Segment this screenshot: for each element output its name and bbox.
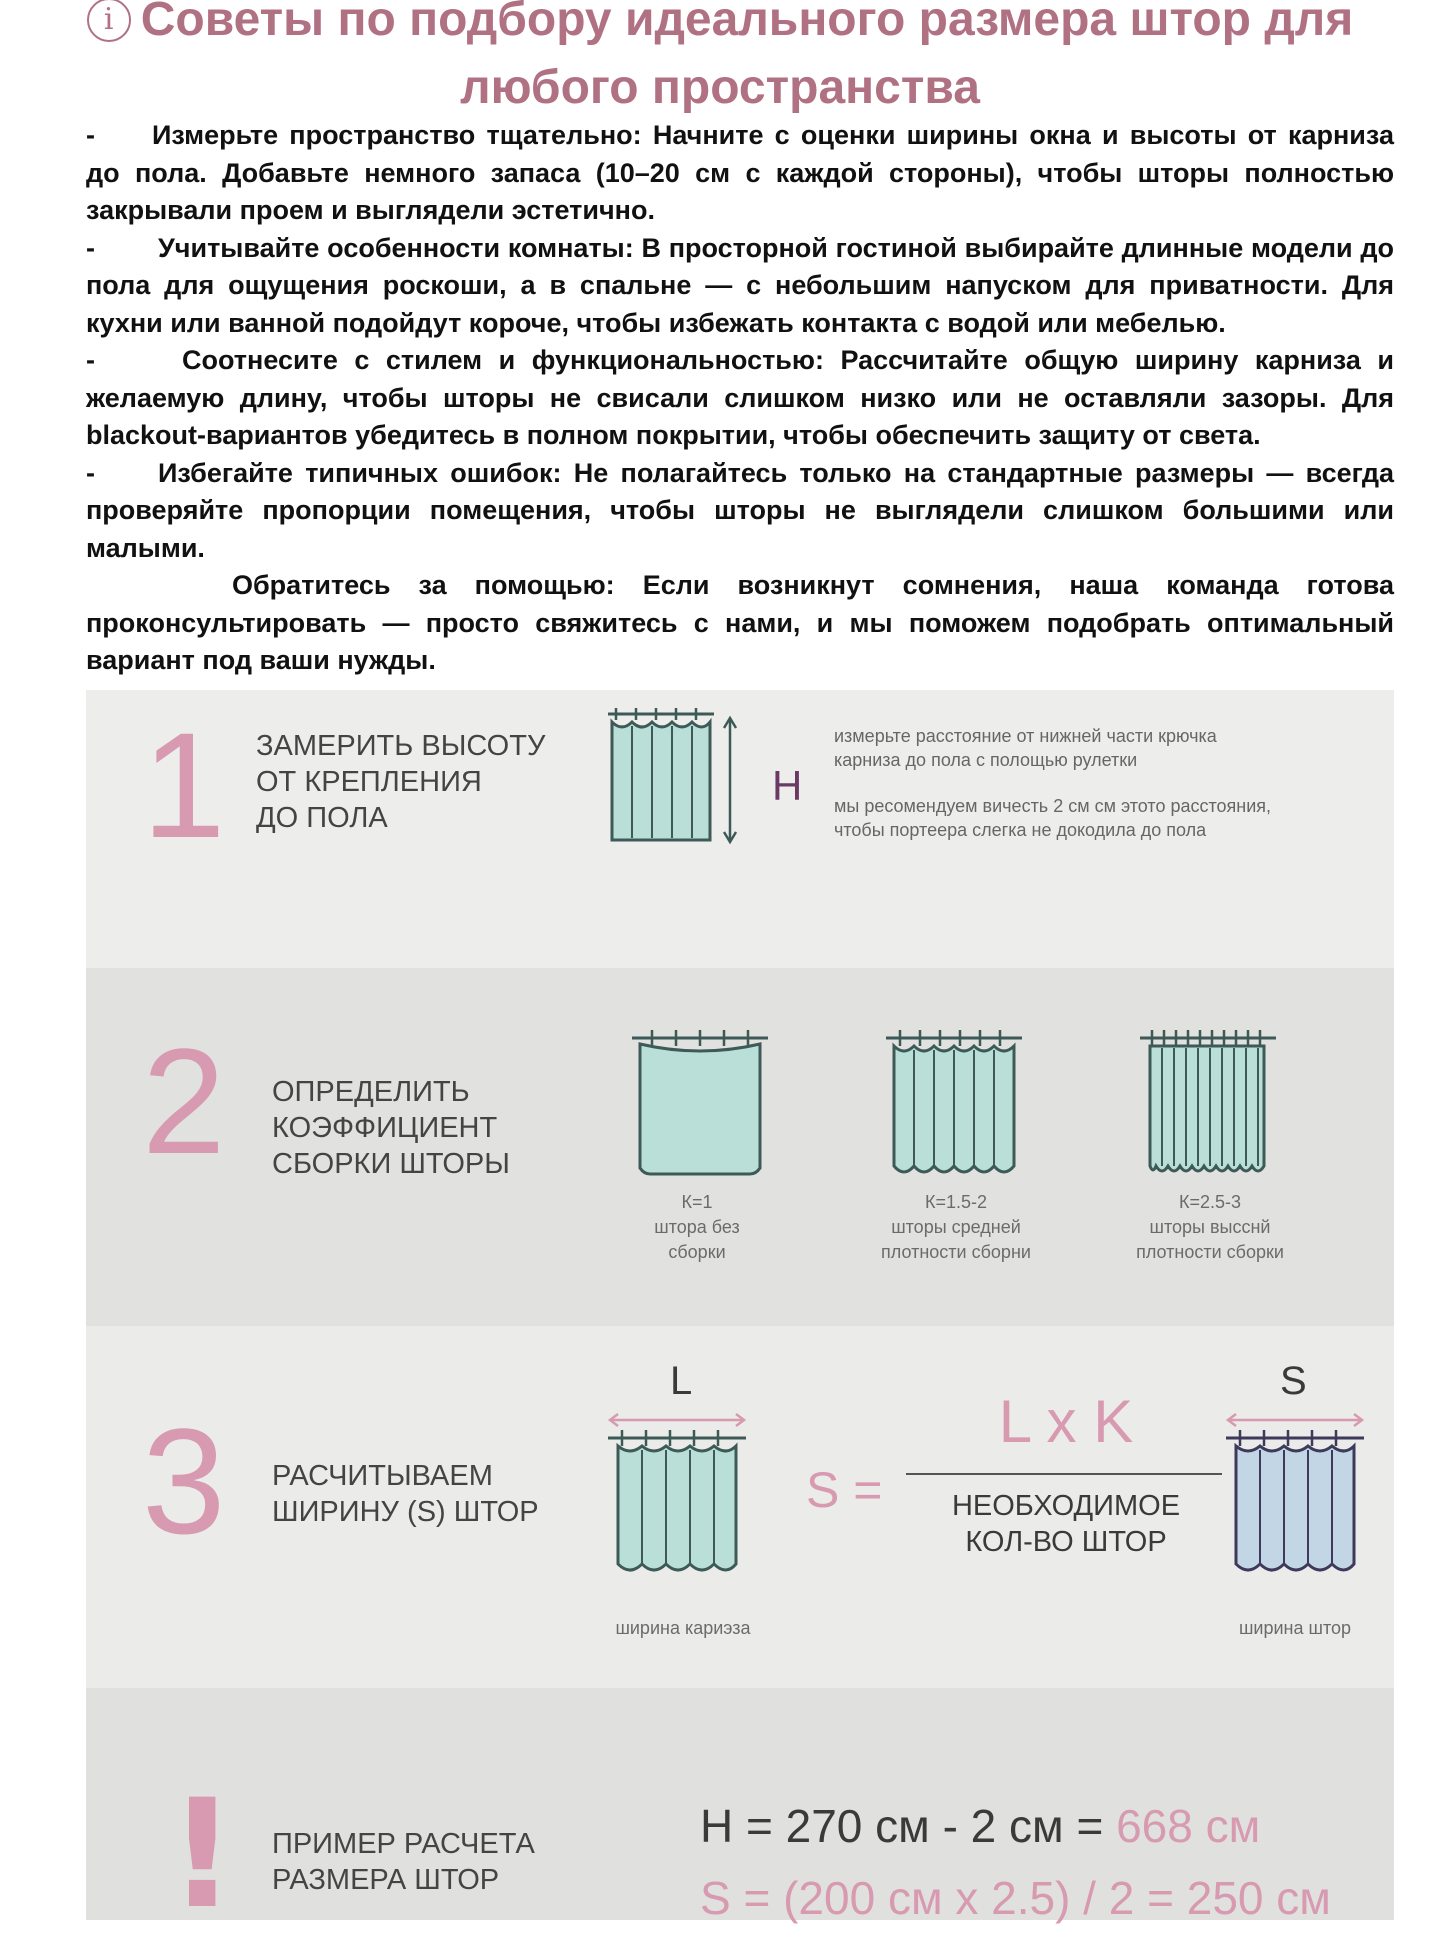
s-label: S (1280, 1359, 1307, 1403)
step-4-title: ПРИМЕР РАСЧЕТА РАЗМЕРА ШТОР (272, 1828, 535, 1896)
tip-paragraph: - Учитывайте особенности комнаты: В просторной гостиной выбирайте длинные модели до пола для ощущения роскоши, а в спальне — с небольшим напуском для приватности. Для кухни или ванной подойдут короче, чтобы избежать контакта с водой или мебелью. (86, 232, 1394, 338)
step-1-panel (86, 690, 1394, 968)
infographic (86, 690, 1394, 1942)
curtain-width-l-icon (608, 1416, 748, 1576)
step-1-note-1: измерьте расстояние от нижней части крючка карниза до пола с полощью рулетки (834, 726, 1217, 770)
fraction-line (906, 1472, 1226, 1476)
step-1-note-2: мы ресомендуем вичесть 2 см см этото расстояния, чтобы портеера слегка не докодила до пола (834, 796, 1272, 840)
step-2-number: 2 (142, 1017, 226, 1185)
formula-numerator: L x K (998, 1388, 1134, 1455)
step-2-title: ОПРЕДЕЛИТЬ КОЭФФИЦИЕНТ СБОРКИ ШТОРЫ (272, 1076, 510, 1180)
curtain-width-caption: ширина штор (1238, 1618, 1352, 1638)
curtain-k15-icon (886, 1028, 1026, 1178)
step-1-number: 1 (142, 701, 226, 869)
info-icon: i (87, 0, 131, 42)
curtain-k25-icon (1140, 1028, 1280, 1178)
step-3-panel (86, 1326, 1394, 1688)
step-1-title: ЗАМЕРИТЬ ВЫСОТУ ОТ КРЕПЛЕНИЯ ДО ПОЛА (256, 730, 546, 834)
title-line-1: Советы по подбору идеального размера штор для (140, 0, 1354, 46)
height-example: H = 270 см - 2 см = 668 см (700, 1800, 1261, 1852)
l-label: L (670, 1359, 693, 1403)
formula-denominator: НЕОБХОДИМОЕ КОЛ-ВО ШТОР (951, 1490, 1181, 1558)
step-4-panel (86, 1688, 1394, 1942)
page-title (0, 0, 1440, 122)
step-3-number: 3 (142, 1397, 226, 1565)
cornice-width-caption: ширина кариэза (615, 1618, 751, 1638)
step-3-title: РАСЧИТЫВАЕМ ШИРИНУ (S) ШТОР (272, 1460, 539, 1528)
formula-s: S = (806, 1462, 883, 1518)
width-example: S = (200 см x 2.5) / 2 = 250 см (700, 1872, 1331, 1924)
tip-paragraph: - Избегайте типичных ошибок: Не полагайтесь только на стандартные размеры — всегда проверяйте пропорции помещения, чтобы шторы не выглядели слишком большими или малыми. (86, 457, 1394, 563)
option-k1-caption: К=1 штора без сборки (654, 1192, 740, 1262)
h-label: H (772, 762, 803, 809)
step-2-panel (86, 968, 1394, 1326)
curtain-k1-icon (632, 1028, 772, 1178)
tip-paragraph: - Соотнесите с стилем и функциональностью: Рассчитайте общую ширину карниза и желаемую длину, чтобы шторы не свисали слишком низко или не оставляли зазоры. Для blackout-вариантов убедитесь в полном покрытии, чтобы обеспечить защиту от света. (86, 345, 1394, 450)
tips-text (86, 117, 1394, 680)
curtain-width-s-icon (1226, 1416, 1366, 1576)
option-k25-caption: К=2.5-3 шторы высснй плотности сборки (1136, 1192, 1284, 1262)
tip-paragraph: - Измерьте пространство тщательно: Начните с оценки ширины окна и высоты от карниза до пола. Добавьте немного запаса (10–20 см с каждой стороны), чтобы шторы полностью закрывали проем и выглядели эстетично. (86, 120, 1394, 225)
option-k15-caption: К=1.5-2 шторы средней плотности сборни (881, 1192, 1031, 1262)
title-line-2: любого пространства (460, 61, 980, 114)
closing-paragraph: Обратитесь за помощью: Если возникнут сомнения, наша команда готова проконсультировать — просто свяжитесь с нами, и мы поможем подобрать оптимальный вариант под ваши нужды. (86, 570, 1394, 675)
curtain-height-icon (608, 708, 758, 858)
warning-mark: ! (168, 1768, 237, 1942)
